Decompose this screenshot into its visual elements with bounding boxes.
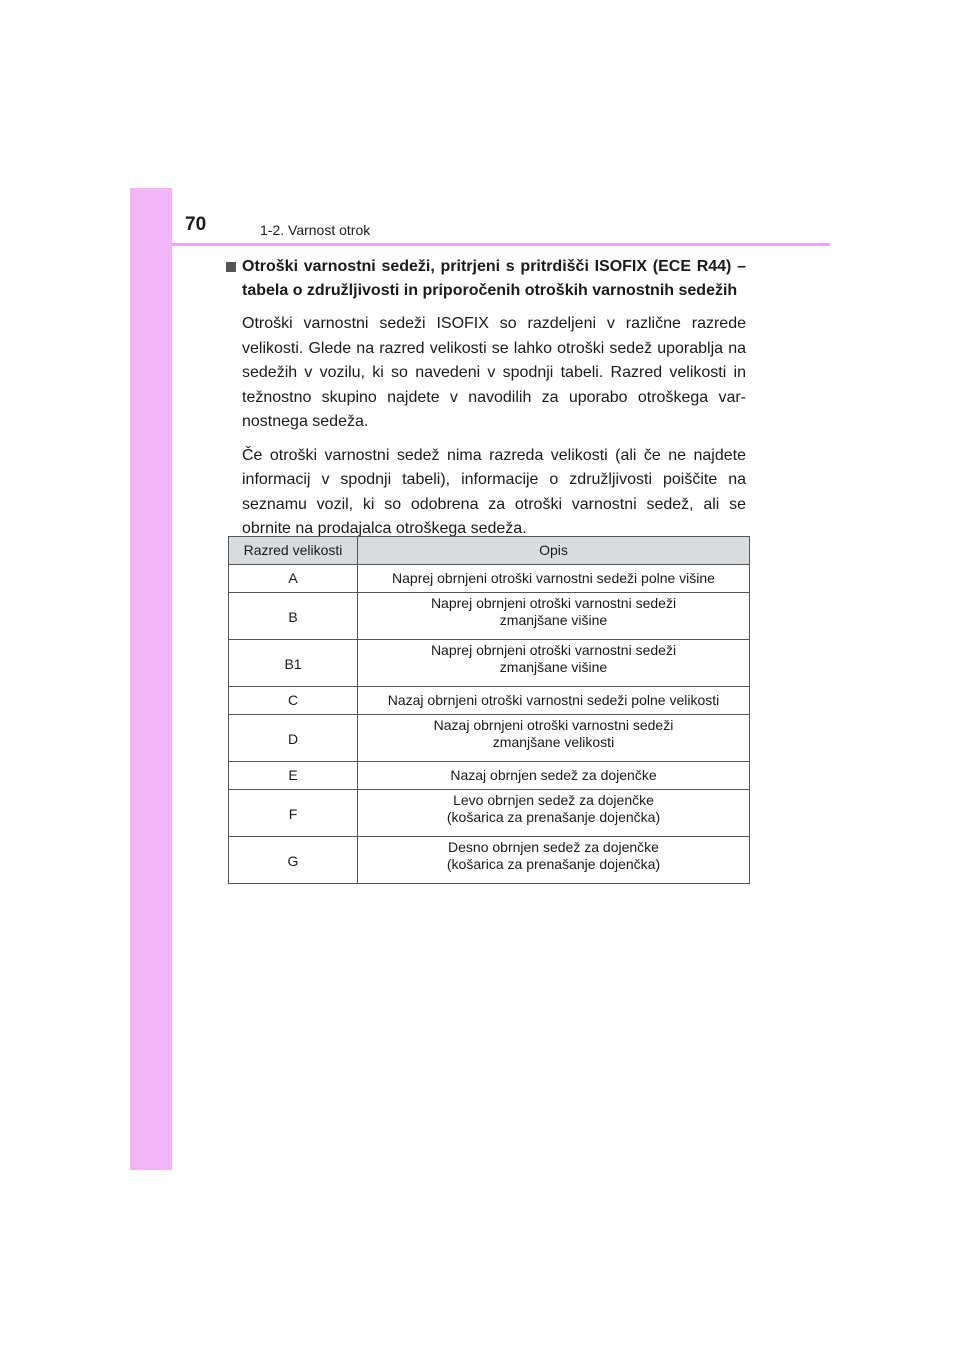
header-divider <box>172 243 830 246</box>
description-cell <box>358 762 750 790</box>
table-row <box>229 593 750 640</box>
size-class-cell: E <box>229 762 358 790</box>
description-line: Nazaj obrnjen sedež za dojenčke <box>450 767 657 783</box>
size-class-cell: D <box>229 715 358 762</box>
description-cell <box>358 565 750 593</box>
description-cell <box>358 640 750 687</box>
table-body <box>229 565 750 884</box>
paragraph-compatibility: Če otroški varnostni sedež nima razreda velikosti (ali če ne najdete informacij v spodnji tabeli), informacije o združljivosti poiščite na seznamu vozil, ki so odobrena za otroški varnostni sedež, ali se obrnite na prodajalca otroškega sedeža. <box>242 446 746 537</box>
square-bullet-icon <box>226 262 236 272</box>
size-class-cell: C <box>229 687 358 715</box>
table-header-row <box>229 537 750 565</box>
table-row <box>229 790 750 837</box>
description-cell <box>358 687 750 715</box>
heading-text: Otroški varnostni sedeži, pritrjeni s pritrdišči ISOFIX (ECE R44) – tabela o združljivosti in priporočenih otroških varnostnih sedežih <box>242 258 746 299</box>
main-content <box>226 255 746 542</box>
table-row <box>229 837 750 884</box>
page-number: 70 <box>185 214 207 235</box>
description-line: Desno obrnjen sedež za dojenčke <box>448 839 659 855</box>
description-line: (košarica za prenašanje dojenčka) <box>446 856 661 872</box>
size-class-cell: F <box>229 790 358 837</box>
description-line: Nazaj obrnjeni otroški varnostni sedeži <box>433 717 674 733</box>
description-line: zmanjšane višine <box>499 659 608 675</box>
description-cell <box>358 715 750 762</box>
table-row <box>229 640 750 687</box>
column-header-description: Opis <box>358 537 750 565</box>
size-class-cell: G <box>229 837 358 884</box>
description-line: Naprej obrnjeni otroški varnostni sedeži <box>430 595 677 611</box>
size-class-cell: B <box>229 593 358 640</box>
size-class-table <box>228 536 750 884</box>
description-line: Nazaj obrnjeni otroški varnostni sedeži polne velikosti <box>387 692 720 708</box>
section-title: 1-2. Varnost otrok <box>260 222 371 238</box>
table-row <box>229 762 750 790</box>
description-line: Naprej obrnjeni otroški varnostni sedeži polne višine <box>392 570 715 586</box>
section-heading <box>226 255 746 303</box>
column-header-size-class: Razred velikosti <box>229 537 358 565</box>
description-cell <box>358 593 750 640</box>
paragraph-intro: Otroški varnostni sedeži ISOFIX so razdeljeni v različne razrede velikosti. Glede na razred velikosti se lahko otroški sedež uporablja na sedežih v vozilu, ki so navedeni v spodnji tabeli. Razred velikosti in težnostno skupino najdete v navodilih za uporabo otroškega varnostnega sedeža. <box>242 315 746 430</box>
table-row <box>229 565 750 593</box>
size-class-cell: A <box>229 565 358 593</box>
size-class-cell: B1 <box>229 640 358 687</box>
table-row <box>229 715 750 762</box>
description-cell <box>358 837 750 884</box>
description-line: zmanjšane velikosti <box>492 734 615 750</box>
chapter-side-bar <box>130 188 172 1170</box>
description-cell <box>358 790 750 837</box>
description-line: Levo obrnjen sedež za dojenčke <box>453 792 654 808</box>
table-row <box>229 687 750 715</box>
description-line: (košarica za prenašanje dojenčka) <box>446 809 661 825</box>
description-line: zmanjšane višine <box>499 612 608 628</box>
description-line: Naprej obrnjeni otroški varnostni sedeži <box>430 642 677 658</box>
